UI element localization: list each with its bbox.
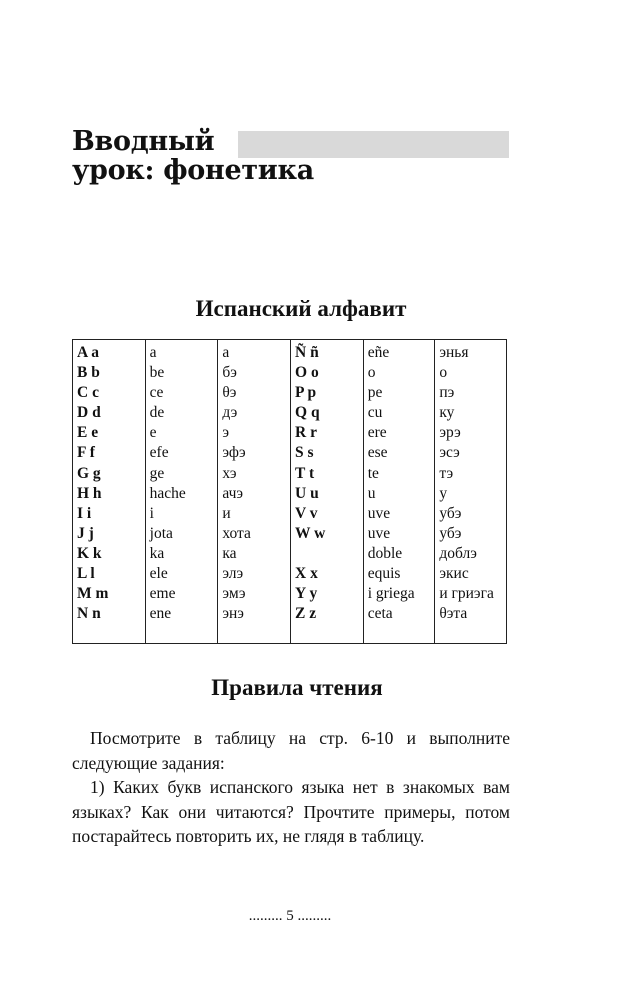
table-cell: W w [295,524,326,542]
table-cell: эфэ [222,444,246,462]
table-cell: I i [77,504,92,522]
table-cell: hache [149,484,186,502]
alphabet-table [72,339,507,644]
title-line: Вводный [72,126,215,157]
table-cell: N n [77,605,101,623]
table-cell: H h [77,484,102,502]
table-cell: R r [295,424,317,442]
table-cell: eñe [367,344,390,361]
table-cell: uve [367,504,391,522]
table-cell: M m [77,585,109,603]
table-cell: S s [295,444,314,462]
table-cell: убэ [439,524,462,542]
table-cell: te [367,464,379,482]
table-column [434,340,506,643]
body-text [72,726,510,849]
page-number: ......... 5 ......... [248,908,332,924]
table-cell: E e [77,424,99,442]
table-cell: э [222,424,229,442]
table-cell: и гриэга [439,585,494,603]
table-cell: у [439,484,448,502]
paragraph: 1) Каких букв испанского языка нет в знакомых вам языках? Как они читаются? Прочтите примеры, потом постарайтесь повторить их, не глядя в таблицу. [72,777,510,846]
table-column [73,340,145,643]
table-cell: о [439,364,448,382]
table-cell: эсэ [439,444,460,462]
table-cell: efe [149,444,169,462]
title-line: урок: фонетика [72,155,314,186]
table-cell: L l [77,565,95,583]
table-cell: доблэ [439,544,477,562]
table-cell: O o [295,364,319,382]
table-cell: P p [295,384,317,402]
table-cell: бэ [222,364,237,382]
table-cell: o [367,364,376,382]
table-cell: θэ [222,384,237,402]
table-cell: J j [77,524,94,542]
table-cell: ese [367,444,388,462]
table-cell: D d [77,404,101,422]
table-cell: энья [439,344,469,361]
table-cell: V v [295,504,318,522]
table-cell: хэ [222,464,237,482]
table-column [145,340,218,643]
table-cell: K k [77,544,102,562]
alphabet-heading: Испанский алфавит [195,296,407,321]
table-cell: убэ [439,504,462,522]
table-cell: ge [149,464,165,482]
table-cell: C c [77,384,99,402]
table-cell: i griega [367,585,415,603]
table-cell: θэта [439,605,468,623]
table-cell: F f [77,444,95,462]
table-cell: cu [367,404,383,422]
table-cell: uve [367,524,391,542]
table-cell: а [222,344,230,361]
table-cell: Y y [295,585,318,603]
table-cell: A a [77,344,99,361]
table-cell: eme [149,585,176,603]
table-cell: Ñ ñ [295,344,319,361]
table-cell: Q q [295,404,320,422]
table-cell: equis [367,565,401,583]
table-cell: и [222,504,231,522]
table-cell: pe [367,384,383,402]
table-cell: X x [295,565,318,583]
table-column [217,340,290,643]
table-cell: ка [222,544,237,562]
table-column [363,340,435,643]
table-cell: экис [439,565,469,583]
table-cell: энэ [222,605,244,623]
table-cell: T t [295,464,315,482]
table-cell: ene [149,605,172,623]
table-cell: ce [149,384,164,402]
table-cell: пэ [439,384,455,402]
table-cell: u [367,484,376,502]
rules-heading: Правила чтения [211,675,383,700]
table-cell: i [149,504,154,522]
table-cell: G g [77,464,101,482]
paragraph: Посмотрите в таблицу на стр. 6-10 и выполните следующие задания: [72,728,510,773]
table-cell: ere [367,424,387,442]
chapter-title [72,127,314,185]
table-cell: ачэ [222,484,244,502]
table-cell: a [149,344,157,361]
table-cell: jota [149,524,173,542]
table-cell: элэ [222,565,244,583]
table-column [290,340,363,643]
table-cell: ceta [367,605,393,623]
table-cell: хота [222,524,251,542]
table-cell: Z z [295,605,317,623]
table-cell [295,544,363,564]
table-cell: ka [149,544,165,562]
table-cell: doble [367,544,403,562]
table-cell: ele [149,565,168,583]
table-cell: be [149,364,165,382]
table-cell: ку [439,404,455,422]
table-cell: эмэ [222,585,246,603]
table-cell: дэ [222,404,238,422]
table-cell: de [149,404,165,422]
table-cell: U u [295,484,319,502]
table-cell: тэ [439,464,454,482]
table-cell: B b [77,364,100,382]
table-cell: e [149,424,157,442]
table-cell: эрэ [439,424,461,442]
